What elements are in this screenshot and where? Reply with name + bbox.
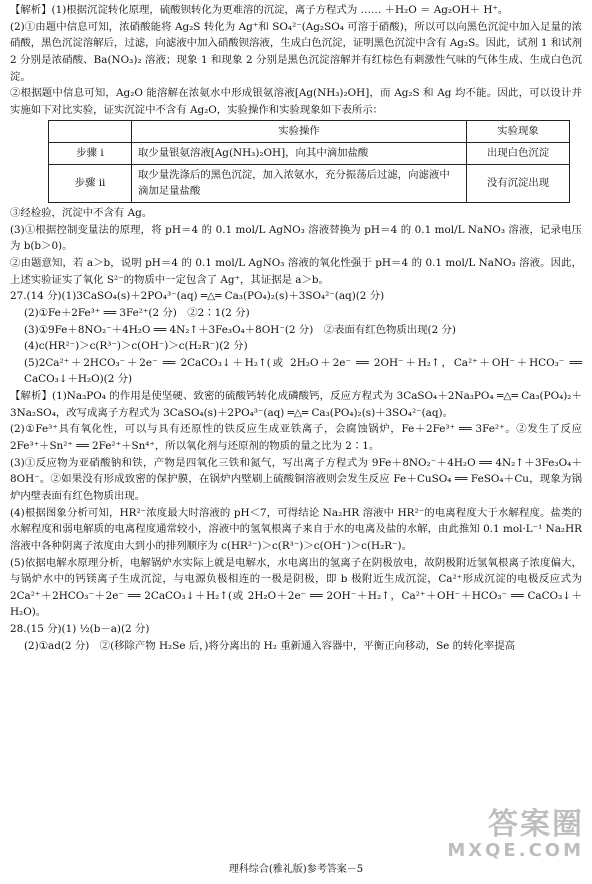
experiment-table: [48, 120, 570, 203]
watermark-logo: [447, 808, 584, 861]
text-line: (2)①ad(2 分) ②(移除产物 H₂Se 后，)将分离出的 H₂ 重新通入容器中，平衡正向移动，Se 的转化率提高: [24, 639, 515, 652]
text-line: (2)①由题中信息可知，浓硝酸能将 Ag₂S 转化为 Ag⁺和 SO₄²⁻(Ag₂SO₄ 可溶于硝酸)，所以可以向黑色沉淀中加入足量的浓硝酸，黑色沉淀溶解后，过滤，向滤液中加入硝酸钡溶液，生成白色沉淀，证明黑色沉淀中含有 Ag₂S。因此，试剂 1 和试剂 2 分别是浓硝酸、Ba(NO₃)₂ 溶液；现象 1 和现象 2 分别是黑色沉淀溶解并有红棕色有刺激性气味的气体生成、生成白色沉淀。: [10, 20, 582, 83]
text-line: (4)c(HR²⁻)＞c(R³⁻)＞c(OH⁻)＞c(H₂R⁻)(2 分): [24, 340, 248, 353]
text-line: ③经检验，沉淀中不含有 Ag。: [10, 207, 153, 220]
table-header: [49, 121, 132, 143]
text-line: 27.(14 分)(1)3CaSO₄(s)＋2PO₄³⁻(aq) ═△═ Ca₃(PO₄)₂(s)＋3SO₄²⁻(aq)(2 分): [10, 290, 385, 303]
table-cell-observation: 没有沉淀出现: [467, 164, 570, 202]
text-line: (5)依据电解水原理分析，电解锅炉水实际上就是电解水，水电离出的氢离子在阴极放电，故阴极附近氢氧根离子浓度偏大，与锅炉水中的钙镁离子生成沉淀，与电源负极相连的一极是阴极，即 b 极附近生成沉淀，Ca²⁺形成沉淀的电极反应式为 2Ca²⁺＋2HCO₃⁻＋2e⁻ ══ 2CaCO₃↓＋H₂↑(或 2H₂O＋2e⁻ ══ 2OH⁻＋H₂↑，Ca²⁺＋OH⁻＋HCO₃⁻ ══ CaCO₃↓＋H₂O)。: [10, 556, 582, 619]
table-header: 实验现象: [467, 121, 570, 143]
table-header: 实验操作: [132, 121, 467, 143]
text-line: (2)①Fe＋2Fe³⁺ ══ 3Fe²⁺(2 分) ②2∶1(2 分): [24, 306, 250, 319]
watermark-text: 答案圈: [488, 807, 584, 842]
text-line: (3)①9Fe＋8NO₂⁻＋4H₂O ══ 4N₂↑＋3Fe₃O₄＋8OH⁻(2 分) ②表面有红色物质出现(2 分): [24, 323, 456, 336]
analysis-block-2: [10, 205, 582, 654]
table-cell-operation: 取少量银氨溶液[Ag(NH₃)₂OH]，向其中滴加盐酸: [132, 143, 467, 165]
watermark-domain: MXQE.COM: [447, 840, 584, 861]
table-cell-observation: 出现白色沉淀: [467, 143, 570, 165]
text-line: (5)2Ca²⁺＋2HCO₃⁻＋2e⁻ ══ 2CaCO₃↓＋H₂↑(或 2H₂O＋2e⁻ ══ 2OH⁻＋H₂↑，Ca²⁺＋OH⁻＋HCO₃⁻ ══ CaCO₃↓＋H₂O)(2 分): [24, 356, 582, 386]
text-line: ②由题意知，若 a＞b，说明 pH＝4 的 0.1 mol/L AgNO₃ 溶液的氧化性强于 pH＝4 的 0.1 mol/L NaNO₃ 溶液。因此，上述实验证实了氧化 S²⁻的物质中一定包含了 Ag⁺，其证据是 a＞b。: [10, 256, 582, 286]
text-line: (3)①反应物为亚硝酸钠和铁，产物是四氧化三铁和氮气，写出离子方程式为 9Fe＋8NO₂⁻＋4H₂O ══ 4N₂↑＋3Fe₃O₄＋8OH⁻。②如果没有形成致密的保护膜，在锅炉内壁刷上硫酸铜溶液则会发生反应 Fe＋CuSO₄ ══ FeSO₄＋Cu，现象为锅炉内壁表面有红色物质出现。: [10, 456, 582, 502]
text-line: 【解析】(1)根据沉淀转化原理，硫酸钡转化为更难溶的沉淀，离子方程式为 …… ＋H₂O ＝ Ag₂OH＋ H⁺。: [10, 4, 509, 16]
table-cell-step: 步骤 i: [49, 143, 132, 165]
analysis-block-1: [10, 2, 582, 118]
table-header-row: [49, 121, 570, 143]
table-cell-step: 步骤 ii: [49, 164, 132, 202]
table-row: [49, 164, 570, 202]
page-footer: 理科综合(雅礼版)参考答案－5: [228, 864, 364, 875]
text-line: ②根据题中信息可知，Ag₂O 能溶解在浓氨水中形成银氨溶液[Ag(NH₃)₂OH]，而 Ag₂S 和 Ag 均不能。因此，可以设计并实施如下对比实验，证实沉淀中不含有 Ag₂O，实验操作和实验现象如下表所示：: [10, 87, 582, 116]
text-line: 28.(15 分)(1) ½(b－a)(2 分): [10, 623, 150, 636]
table-cell-operation: 取少量洗涤后的黑色沉淀，加入浓氨水，充分振荡后过滤，向滤液中滴加足量盐酸: [132, 164, 467, 202]
text-line: (2)①Fe³⁺具有氧化性，可以与具有还原性的铁反应生成亚铁离子，会腐蚀锅炉，Fe＋2Fe³⁺ ══ 3Fe²⁺。②发生了反应 2Fe³⁺＋Sn²⁺ ══ 2Fe²⁺＋Sn⁴⁺，所以氧化剂与还原剂的物质的量之比为 2∶1。: [10, 423, 582, 453]
text-line: (4)根据图象分析可知，HR²⁻浓度最大时溶液的 pH＜7，可得结论 Na₂HR 溶液中 HR²⁻的电离程度大于水解程度。盐类的水解程度和弱电解质的电离程度通常较小，溶液中的氢氧根离子来自于水的电离及盐的水解，由此推知 0.1 mol·L⁻¹ Na₂HR 溶液中各种阴离子浓度由大到小的排列顺序为 c(HR²⁻)＞c(R³⁻)＞c(OH⁻)＞c(H₂R⁻)。: [10, 506, 582, 552]
text-line: (3)①根据控制变量法的原理，将 pH＝4 的 0.1 mol/L AgNO₃ 溶液替换为 pH＝4 的 0.1 mol/L NaNO₃ 溶液，记录电压为 b(b＞0)。: [10, 223, 582, 253]
text-line: 【解析】(1)Na₃PO₄ 的作用是使坚硬、致密的硫酸钙转化成磷酸钙，反应方程式为 3CaSO₄＋2Na₃PO₄ ═△═ Ca₃(PO₄)₂＋3Na₂SO₄，改写成离子方程式为 3CaSO₄(s)＋2PO₄³⁻(aq) ═△═ Ca₃(PO₄)₂(s)＋3SO₄²⁻(aq)。: [10, 390, 582, 419]
table-row: [49, 143, 570, 165]
answer-page: [10, 2, 582, 654]
